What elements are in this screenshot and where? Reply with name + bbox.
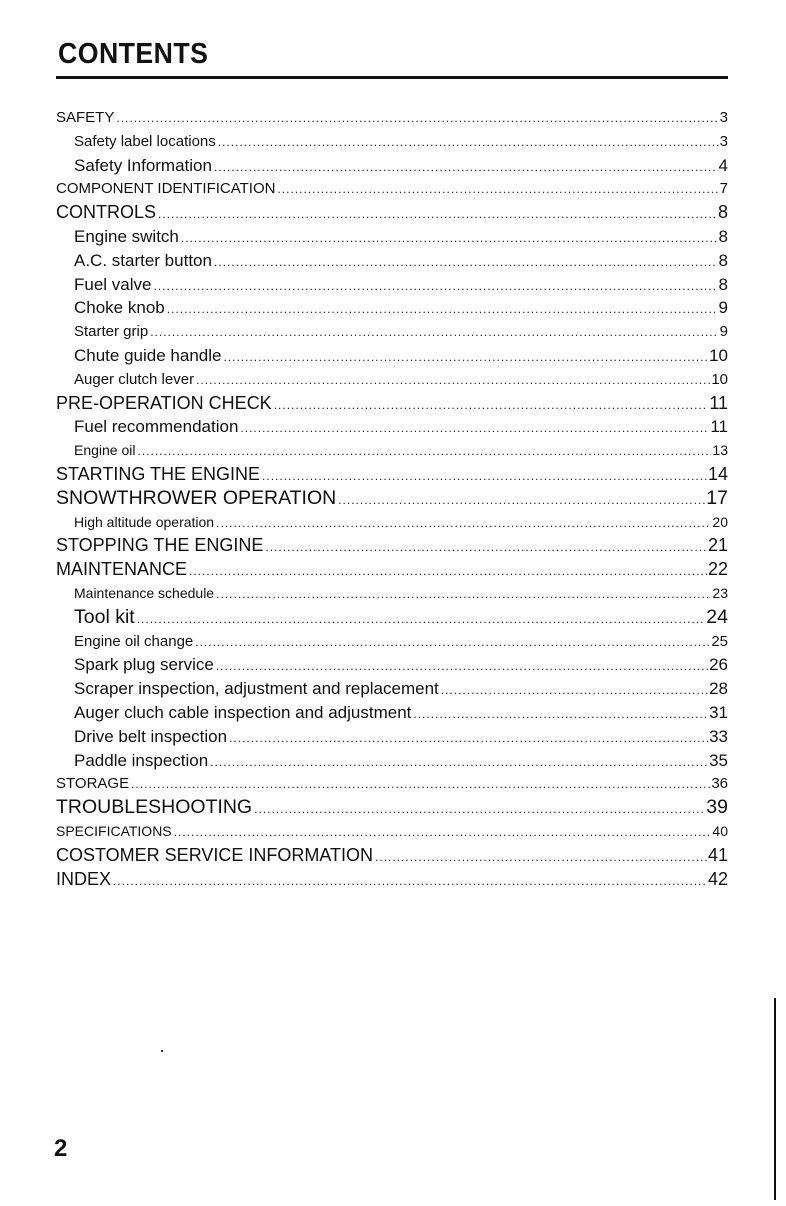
- dot-leader: [218, 131, 719, 155]
- toc-entry-page: 17: [706, 486, 728, 509]
- toc-entry-label: SNOWTHROWER OPERATION: [56, 486, 337, 509]
- scan-speck: [161, 1050, 163, 1052]
- toc-entry-label: Tool kit: [74, 605, 135, 628]
- toc-entry-engine-oil-change[interactable]: [74, 630, 728, 654]
- toc-entry-label: INDEX: [56, 868, 112, 889]
- toc-entry-label: STOPPING THE ENGINE: [56, 535, 264, 556]
- toc-entry-label: Maintenance schedule: [74, 584, 215, 601]
- toc-entry-fuel-recommendation[interactable]: [74, 415, 728, 439]
- dot-leader: [195, 631, 710, 655]
- toc-entry-maintenance-schedule[interactable]: [74, 582, 728, 606]
- dot-leader: [413, 703, 708, 727]
- dot-leader: [216, 655, 708, 679]
- toc-entry-chute-guide-handle[interactable]: [74, 344, 728, 368]
- toc-entry-label: Auger clutch lever: [74, 370, 195, 388]
- toc-entry-stopping-the-engine[interactable]: [56, 534, 728, 558]
- dot-leader: [210, 751, 708, 775]
- toc-entry-label: Engine oil: [74, 442, 136, 459]
- toc-entry-label: Fuel valve: [74, 274, 152, 294]
- toc-entry-choke-knob[interactable]: [74, 296, 728, 320]
- toc-entry-label: PRE-OPERATION CHECK: [56, 392, 272, 413]
- dot-leader: [116, 107, 718, 131]
- toc-entry-controls[interactable]: [56, 201, 728, 225]
- toc-entry-pre-operation-check[interactable]: [56, 392, 728, 416]
- toc-entry-page: 28: [709, 679, 728, 699]
- dot-leader: [240, 417, 709, 441]
- toc-entry-page: 40: [712, 822, 728, 839]
- toc-entry-page: 3: [719, 109, 728, 126]
- toc-entry-page: 22: [707, 559, 728, 580]
- dot-leader: [153, 275, 717, 299]
- toc-entry-storage[interactable]: [56, 772, 728, 796]
- dot-leader: [174, 821, 712, 845]
- page-title: CONTENTS: [58, 38, 209, 70]
- toc-entry-engine-switch[interactable]: [74, 225, 728, 249]
- toc-entry-engine-oil[interactable]: [74, 439, 728, 463]
- toc-entry-troubleshooting[interactable]: [56, 796, 728, 820]
- dot-leader: [262, 465, 707, 489]
- toc-entry-label: Starter grip: [74, 323, 149, 341]
- dot-leader: [229, 727, 708, 751]
- toc-entry-label: Scraper inspection, adjustment and replacement: [74, 679, 439, 699]
- dot-leader: [137, 608, 706, 632]
- toc-entry-page: 10: [709, 345, 728, 365]
- toc-entry-label: Choke knob: [74, 298, 165, 318]
- dot-leader: [338, 489, 705, 513]
- toc-entry-label: Drive belt inspection: [74, 726, 228, 746]
- toc-entry-page: 23: [712, 584, 728, 601]
- dot-leader: [138, 440, 712, 464]
- dot-leader: [223, 346, 708, 370]
- toc-entry-label: A.C. starter button: [74, 250, 212, 270]
- toc-entry-starter-grip[interactable]: [74, 320, 728, 344]
- toc-entry-page: 11: [710, 417, 728, 437]
- toc-entry-safety[interactable]: [56, 106, 728, 130]
- dot-leader: [375, 846, 707, 870]
- toc-entry-paddle-inspection[interactable]: [74, 749, 728, 773]
- toc-entry-page: 4: [718, 155, 728, 175]
- toc-entry-label: MAINTENANCE: [56, 559, 188, 580]
- toc-entry-page: 25: [711, 632, 728, 650]
- toc-entry-page: 21: [707, 535, 728, 556]
- toc-entry-scraper-inspection[interactable]: [74, 677, 728, 701]
- dot-leader: [189, 560, 707, 584]
- toc-entry-page: 10: [711, 370, 728, 388]
- toc-entry-snowthrower-operation[interactable]: [56, 487, 728, 511]
- table-of-contents: [0, 106, 786, 891]
- toc-entry-page: 9: [719, 323, 728, 341]
- toc-entry-page: 41: [707, 844, 728, 865]
- toc-entry-page: 9: [718, 298, 728, 318]
- dot-leader: [214, 251, 718, 275]
- toc-entry-high-altitude-operation[interactable]: [74, 511, 728, 535]
- dot-leader: [254, 798, 705, 822]
- toc-entry-spark-plug-service[interactable]: [74, 653, 728, 677]
- toc-entry-fuel-valve[interactable]: [74, 273, 728, 297]
- dot-leader: [167, 298, 718, 322]
- toc-entry-label: SPECIFICATIONS: [56, 822, 172, 839]
- toc-entry-label: CONTROLS: [56, 202, 157, 223]
- toc-entry-page: 8: [718, 250, 728, 270]
- toc-entry-label: SAFETY: [56, 109, 115, 126]
- toc-entry-label: STARTING THE ENGINE: [56, 463, 261, 484]
- toc-entry-label: Safety Information: [74, 155, 212, 175]
- toc-entry-page: 36: [711, 775, 728, 793]
- dot-leader: [274, 394, 709, 418]
- toc-entry-page: 11: [709, 392, 728, 413]
- toc-entry-drive-belt-inspection[interactable]: [74, 725, 728, 749]
- page-number: 2: [54, 1135, 68, 1162]
- toc-entry-label: COSTOMER SERVICE INFORMATION: [56, 844, 374, 865]
- toc-entry-specifications[interactable]: [56, 820, 728, 844]
- dot-leader: [441, 679, 708, 703]
- title-divider: [56, 76, 728, 79]
- toc-entry-label: COMPONENT IDENTIFICATION: [56, 180, 276, 198]
- dot-leader: [216, 583, 711, 607]
- toc-entry-label: Fuel recommendation: [74, 417, 239, 437]
- toc-entry-safety-label-locations[interactable]: [74, 130, 728, 154]
- dot-leader: [214, 156, 718, 180]
- dot-leader: [181, 227, 718, 251]
- toc-entry-label: Chute guide handle: [74, 345, 222, 365]
- toc-entry-label: Paddle inspection: [74, 750, 209, 770]
- toc-entry-page: 42: [707, 868, 728, 889]
- toc-entry-label: TROUBLESHOOTING: [56, 796, 253, 819]
- toc-entry-page: 14: [707, 463, 728, 484]
- toc-entry-customer-service-information[interactable]: [56, 844, 728, 868]
- toc-entry-page: 35: [709, 750, 728, 770]
- toc-entry-page: 13: [712, 442, 728, 459]
- toc-entry-label: High altitude operation: [74, 513, 215, 530]
- toc-entry-page: 8: [718, 226, 728, 246]
- toc-entry-index[interactable]: [56, 868, 728, 892]
- toc-entry-page: 8: [717, 202, 728, 223]
- toc-entry-label: Safety label locations: [74, 132, 216, 150]
- dot-leader: [265, 536, 707, 560]
- dot-leader: [216, 512, 711, 536]
- toc-entry-tool-kit[interactable]: [74, 606, 728, 630]
- toc-entry-page: 26: [709, 655, 728, 675]
- page-edge-line: [774, 998, 776, 1200]
- toc-entry-ac-starter-button[interactable]: [74, 249, 728, 273]
- toc-entry-label: STORAGE: [56, 775, 130, 793]
- dot-leader: [277, 178, 718, 202]
- toc-entry-page: 24: [706, 605, 728, 628]
- toc-entry-label: Engine oil change: [74, 632, 194, 650]
- toc-entry-page: 3: [719, 132, 728, 150]
- toc-entry-maintenance[interactable]: [56, 558, 728, 582]
- toc-entry-auger-clutch-lever[interactable]: [74, 368, 728, 392]
- toc-entry-label: Engine switch: [74, 226, 179, 246]
- toc-entry-page: 8: [718, 274, 728, 294]
- toc-entry-page: 20: [712, 513, 728, 530]
- toc-entry-safety-information[interactable]: [74, 154, 728, 178]
- toc-entry-page: 39: [706, 796, 728, 819]
- dot-leader: [158, 203, 717, 227]
- toc-entry-auger-cable-inspection[interactable]: [74, 701, 728, 725]
- toc-entry-label: Spark plug service: [74, 655, 214, 675]
- toc-entry-starting-the-engine[interactable]: [56, 463, 728, 487]
- dot-leader: [131, 773, 710, 797]
- toc-entry-page: 7: [719, 180, 728, 198]
- dot-leader: [113, 870, 707, 894]
- toc-entry-page: 33: [709, 726, 728, 746]
- dot-leader: [150, 321, 718, 345]
- toc-entry-label: Auger cluch cable inspection and adjustment: [74, 702, 412, 722]
- dot-leader: [196, 369, 710, 393]
- toc-entry-component-identification[interactable]: [56, 177, 728, 201]
- toc-entry-page: 31: [709, 702, 728, 722]
